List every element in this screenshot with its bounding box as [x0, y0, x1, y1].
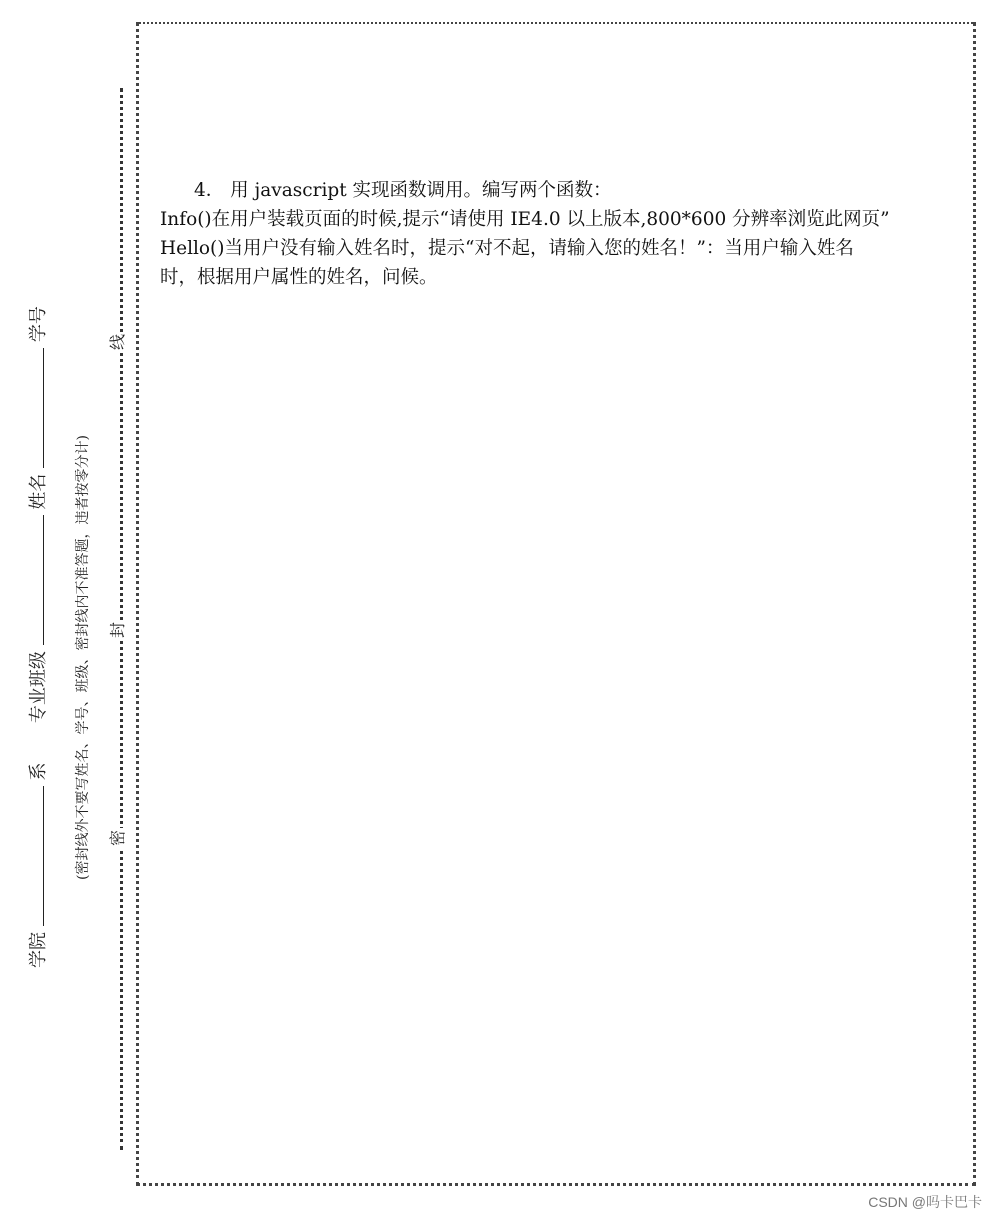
- binding-info-line: [30, 306, 48, 968]
- major-class-blank: [43, 515, 44, 645]
- question-line-4: 时，根据用户属性的姓名，问候。: [160, 267, 438, 288]
- question-line-1: 4． 用 javascript 实现函数调用。编写两个函数：: [194, 180, 612, 201]
- question-block: [160, 176, 972, 292]
- major-class-label: 专业班级: [28, 651, 49, 724]
- department-label: 系: [28, 762, 49, 781]
- sealing-note: (密封线外不要写姓名、学号、班级、密封线内不准答题，违者按零分计): [75, 435, 91, 880]
- seal-char-feng: 封: [108, 621, 127, 638]
- seal-char-xian: 线: [108, 333, 127, 350]
- name-blank: [43, 348, 44, 468]
- student-id-label: 学号: [28, 306, 49, 343]
- college-label: 学院: [28, 932, 49, 968]
- seal-char-mi: 密: [108, 829, 127, 846]
- college-blank: [43, 786, 44, 926]
- csdn-watermark: CSDN @吗卡巴卡: [868, 1194, 982, 1210]
- question-line-2: Info()在用户装载页面的时候,提示“请使用 IE4.0 以上版本,800*600 分辨率浏览此网页”: [160, 209, 890, 230]
- name-label: 姓名: [28, 473, 49, 510]
- question-line-3: Hello()当用户没有输入姓名时，提示“对不起，请输入您的姓名！”：当用户输入姓名: [160, 238, 854, 259]
